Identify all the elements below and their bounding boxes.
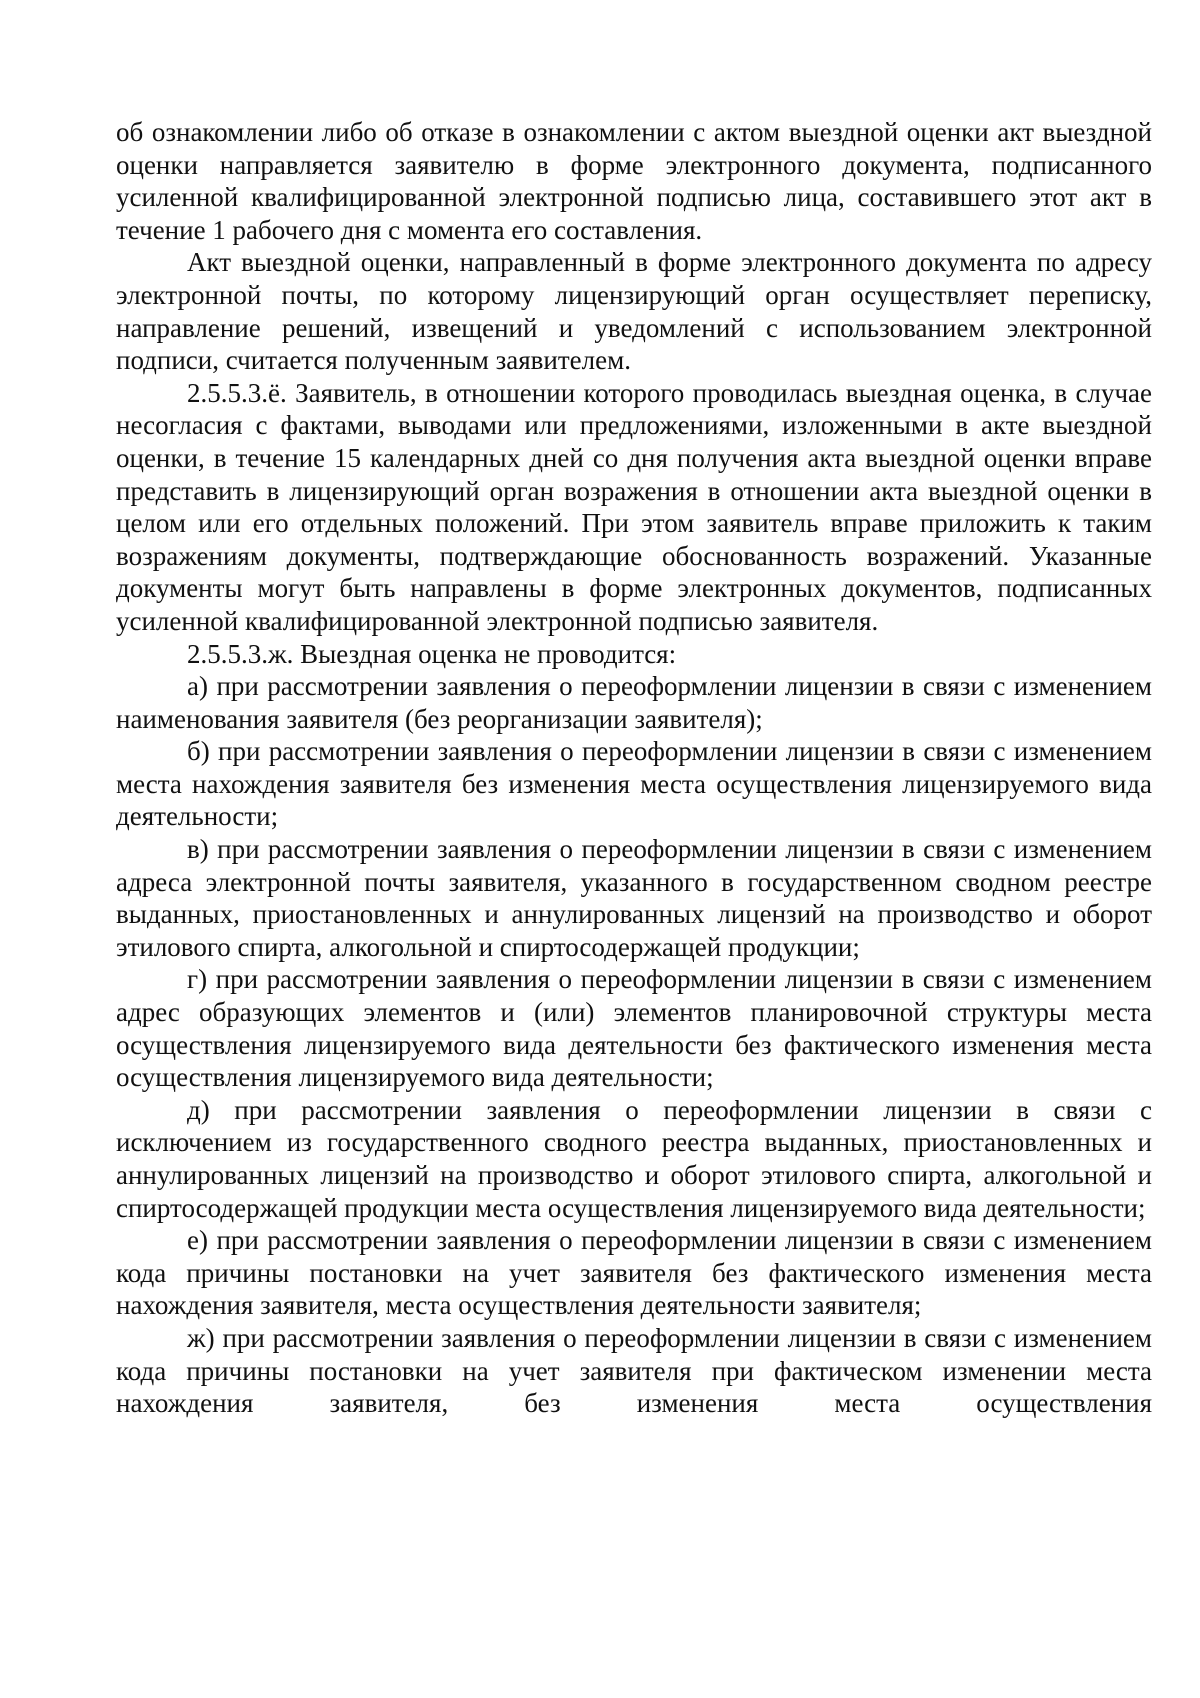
paragraph-objections: 2.5.5.3.ё. Заявитель, в отношении которого проводилась выездная оценка, в случае несогласия с фактами, выводами или предложениями, изложенными в акте выездной оценки, в течение 15 календарных дней со дня получения акта выездной оценки вправе представить в лицензирующий орган возражения в отношении акта выездной оценки в целом или его отдельных положений. При этом заявитель вправе приложить к таким возражениям документы, подтверждающие обоснованность возражений. Указанные документы могут быть направлены в форме электронных документов, подписанных усиленной квалифицированной электронной подписью заявителя. xyxy=(116,377,1152,636)
list-item-v: в) при рассмотрении заявления о переоформлении лицензии в связи с изменением адреса электронной почты заявителя, указанного в государственном сводном реестре выданных, приостановленных и аннулированных лицензий на производство и оборот этилового спирта, алкогольной и спиртосодержащей продукции; xyxy=(116,834,1152,962)
paragraph-act-delivery: Акт выездной оценки, направленный в форме электронного документа по адресу электронной почты, по которому лицензирующий орган осуществляет переписку, направление решений, извещений и уведомлений с использованием электронной подписи, считается полученным заявителем. xyxy=(116,247,1152,376)
list-item-g: г) при рассмотрении заявления о переоформлении лицензии в связи с изменением адрес образующих элементов и (или) элементов планировочной структуры места осуществления лицензируемого вида деятельности без фактического изменения места осуществления лицензируемого вида деятельности; xyxy=(116,964,1152,1093)
paragraph-exceptions-heading: 2.5.5.3.ж. Выездная оценка не проводится: xyxy=(187,638,677,669)
list-item-b: б) при рассмотрении заявления о переоформлении лицензии в связи с изменением места нахождения заявителя без изменения места осуществления лицензируемого вида деятельности; xyxy=(116,736,1152,832)
list-item-a: а) при рассмотрении заявления о переоформлении лицензии в связи с изменением наименования заявителя (без реорганизации заявителя); xyxy=(116,671,1152,734)
document-page xyxy=(116,116,1152,1420)
list-item-e: е) при рассмотрении заявления о переоформлении лицензии в связи с изменением кода причины постановки на учет заявителя без фактического изменения места нахождения заявителя, места осуществления деятельности заявителя; xyxy=(116,1225,1152,1321)
paragraph-continuation: об ознакомлении либо об отказе в ознакомлении с актом выездной оценки акт выездной оценки направляется заявителю в форме электронного документа, подписанного усиленной квалифицированной электронной подписью лица, составившего этот акт в течение 1 рабочего дня с момента его составления. xyxy=(116,117,1152,245)
list-item-zh: ж) при рассмотрении заявления о переоформлении лицензии в связи с изменением кода причины постановки на учет заявителя при фактическом изменении места нахождения заявителя, без изменения места осуществления xyxy=(116,1322,1152,1419)
list-item-d: д) при рассмотрении заявления о переоформлении лицензии в связи с исключением из государственного сводного реестра выданных, приостановленных и аннулированных лицензий на производство и оборот этилового спирта, алкогольной и спиртосодержащей продукции места осуществления лицензируемого вида деятельности; xyxy=(116,1094,1152,1223)
